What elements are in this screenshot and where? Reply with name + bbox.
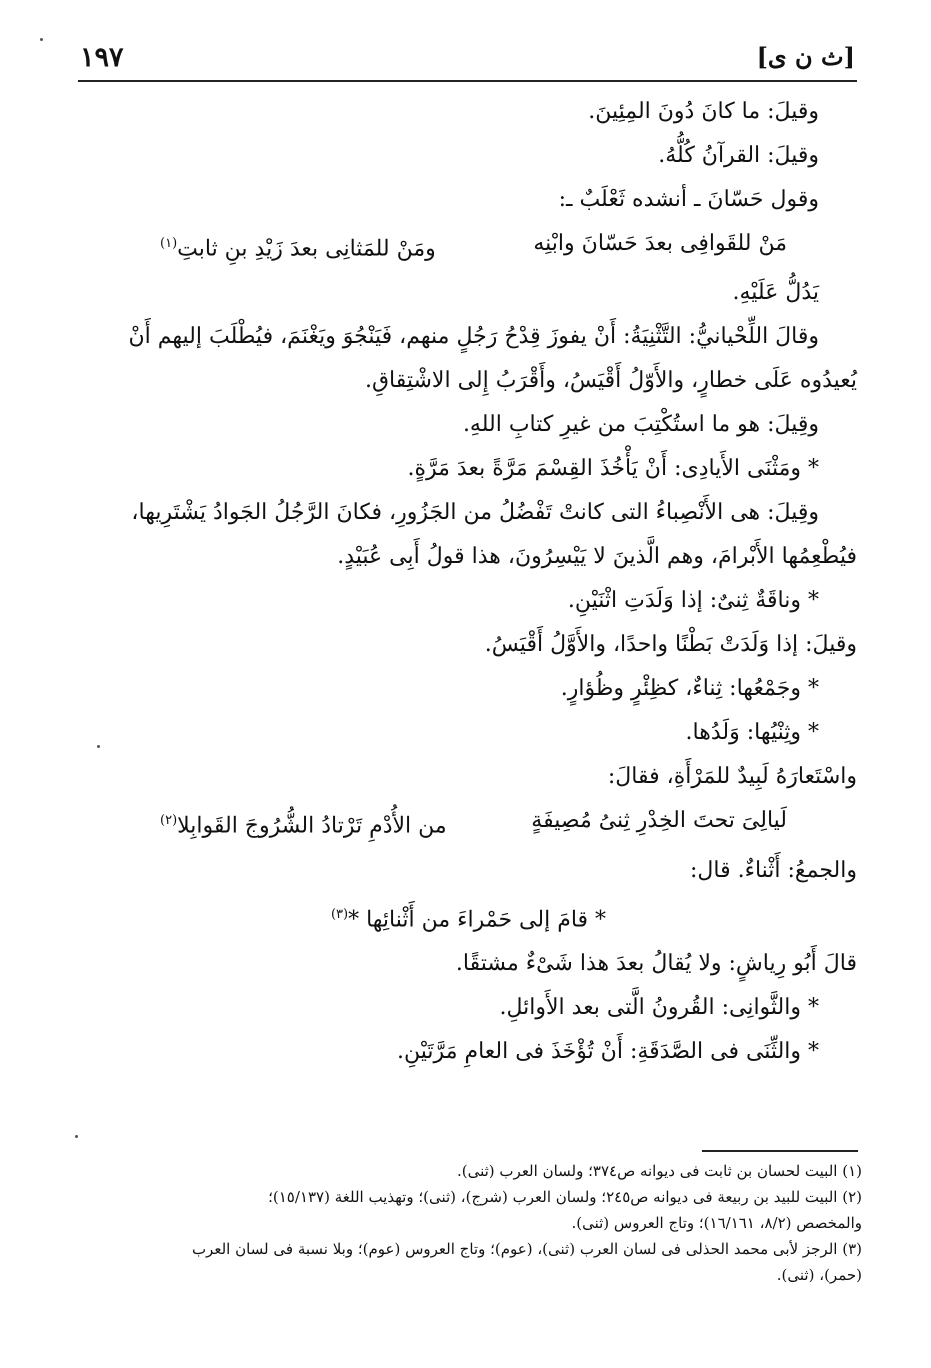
text-line: * ومَثْنَى الأَيادِى: أَنْ يَأْخُذَ القِسْمَ مَرَّةً بعدَ مَرَّةٍ. xyxy=(407,456,819,482)
verse-second-hemistich xyxy=(160,799,447,848)
text-line: وقيلَ: ما كانَ دُونَ المِئِينَ. xyxy=(588,99,819,124)
verse-first-hemistich: لَيالِىَ تحتَ الخِدْرِ ثِنىُ مُصِيفَةٍ xyxy=(531,808,787,834)
text-line: وقالَ اللِّحْيانيُّ: التَّثْنِيَةُ: أَنْ يفوزَ قِدْحُ رَجُلٍ منهم، فَيَنْجُوَ ويَغْنَمَ، فيُطْلَبَ إليهم أَنْ xyxy=(128,324,819,350)
text-line: وقيلَ: القرآنُ كُلُّهُ. xyxy=(658,143,819,168)
footnotes xyxy=(94,1158,862,1288)
page-number: ١٩٧ xyxy=(80,42,124,73)
verse-second-text: ومَنْ للمَثانِى بعدَ زَيْدِ بنِ ثابتِ xyxy=(177,236,436,262)
text-line: * والثِّنَى فى الصَّدَقَةِ: أَنْ تُؤْخَذَ فى العامِ مَرَّتَيْنِ. xyxy=(397,1038,819,1064)
verse-first-hemistich: مَنْ للقَوافِى بعدَ حَسّانَ وابْنِه xyxy=(533,231,787,256)
footnote-rule xyxy=(702,1150,858,1152)
text-line: * والثَّوانِى: القُرونُ الَّتى بعد الأَوائلِ. xyxy=(499,994,819,1020)
header-rule xyxy=(78,80,857,82)
running-head: [ث ن ى] xyxy=(756,42,855,71)
footnote-continuation: والمخصص (٨/٢، ١٦/١٦١)؛ وتاج العروس (ثنى). xyxy=(571,1214,862,1232)
body-text xyxy=(80,90,857,1074)
footnote-marker: (١) xyxy=(160,236,178,251)
text-line: وقِيلَ: هى الأَنْصِباءُ التى كانتْ تَفْضُلُ من الجَزُورِ، فكانَ الرَّجُلُ الجَوادُ يَشْتَرِيها، xyxy=(131,500,819,526)
text-line: * وناقَةٌ ثِنىٌ: إذا وَلَدَتِ اثْنَيْنِ. xyxy=(567,588,819,614)
footnote-marker: (٢) xyxy=(160,813,178,829)
text-line: واسْتَعارَهُ لَبِيدٌ للمَرْأَةِ، فقالَ: xyxy=(607,764,857,790)
verse-second-hemistich xyxy=(160,222,436,271)
text-line: وقيلَ: إذا وَلَدَتْ بَطْنًا واحدًا، والأَوَّلُ أَقْيَسُ. xyxy=(484,632,857,658)
scan-speck xyxy=(97,745,100,748)
verse-line xyxy=(80,222,857,271)
scan-speck xyxy=(75,1135,78,1138)
text-line: يُعيدُوه عَلَى خطارٍ، والأَوّلُ أَقْيَسُ، وأَقْرَبُ إِلى الاشْتِقاقِ. xyxy=(364,368,857,394)
footnote-continuation: (حمر)، (ثنى). xyxy=(776,1266,862,1284)
footnote: (٣) الرجز لأبى محمد الحذلى فى لسان العرب (ثنى)، (عوم)؛ وتاج العروس (عوم)؛ وبلا نسبة فى لسان العرب xyxy=(191,1240,862,1258)
text-line: * وثِنْيُها: وَلَدُها. xyxy=(685,720,819,746)
text-line: فيُطْعِمُها الأَبْرامَ، وهم الَّذينَ لا يَيْسِرُونَ، هذا قولُ أَبِى عُبَيْدٍ. xyxy=(337,544,857,570)
text-line: والجمعُ: أَثْناءٌ. قال: xyxy=(690,857,857,883)
page-header xyxy=(80,38,855,78)
text-line: قالَ أَبُو رِياشٍ: ولا يُقالُ بعدَ هذا شَىْءٌ مشتقًا. xyxy=(455,950,857,976)
rajaz-verse xyxy=(80,893,857,942)
text-line: وقول حَسّانَ ـ أنشده ثَعْلَبٌ ـ: xyxy=(558,187,819,212)
text-line: وقِيلَ: هو ما استُكْتِبَ من غيرِ كتابِ اللهِ. xyxy=(462,412,819,438)
text-line: * وجَمْعُها: ثِناءٌ، كظِئْرٍ وظُؤارٍ. xyxy=(560,676,819,702)
verse-line xyxy=(80,799,857,848)
text-line: يَدُلُّ عَلَيْهِ. xyxy=(732,280,819,306)
footnote: (١) البيت لحسان بن ثابت فى ديوانه ص٣٧٤؛ ولسان العرب (ثنى). xyxy=(456,1162,862,1180)
footnote-marker: (٣) xyxy=(330,906,349,922)
verse-second-text: من الأُدْمِ تَرْتادُ الشُّرُوجَ القَوابِلا xyxy=(177,813,447,839)
footnote: (٢) البيت للبيد بن ربيعة فى ديوانه ص٢٤٥؛ ولسان العرب (شرج)، (ثنى)؛ وتهذيب اللغة (١٥/١٣٧)؛ xyxy=(268,1188,862,1206)
scan-speck xyxy=(40,38,43,41)
rajaz-text: * قامَ إلى حَمْراءَ من أَثْنائِها * xyxy=(348,906,607,932)
